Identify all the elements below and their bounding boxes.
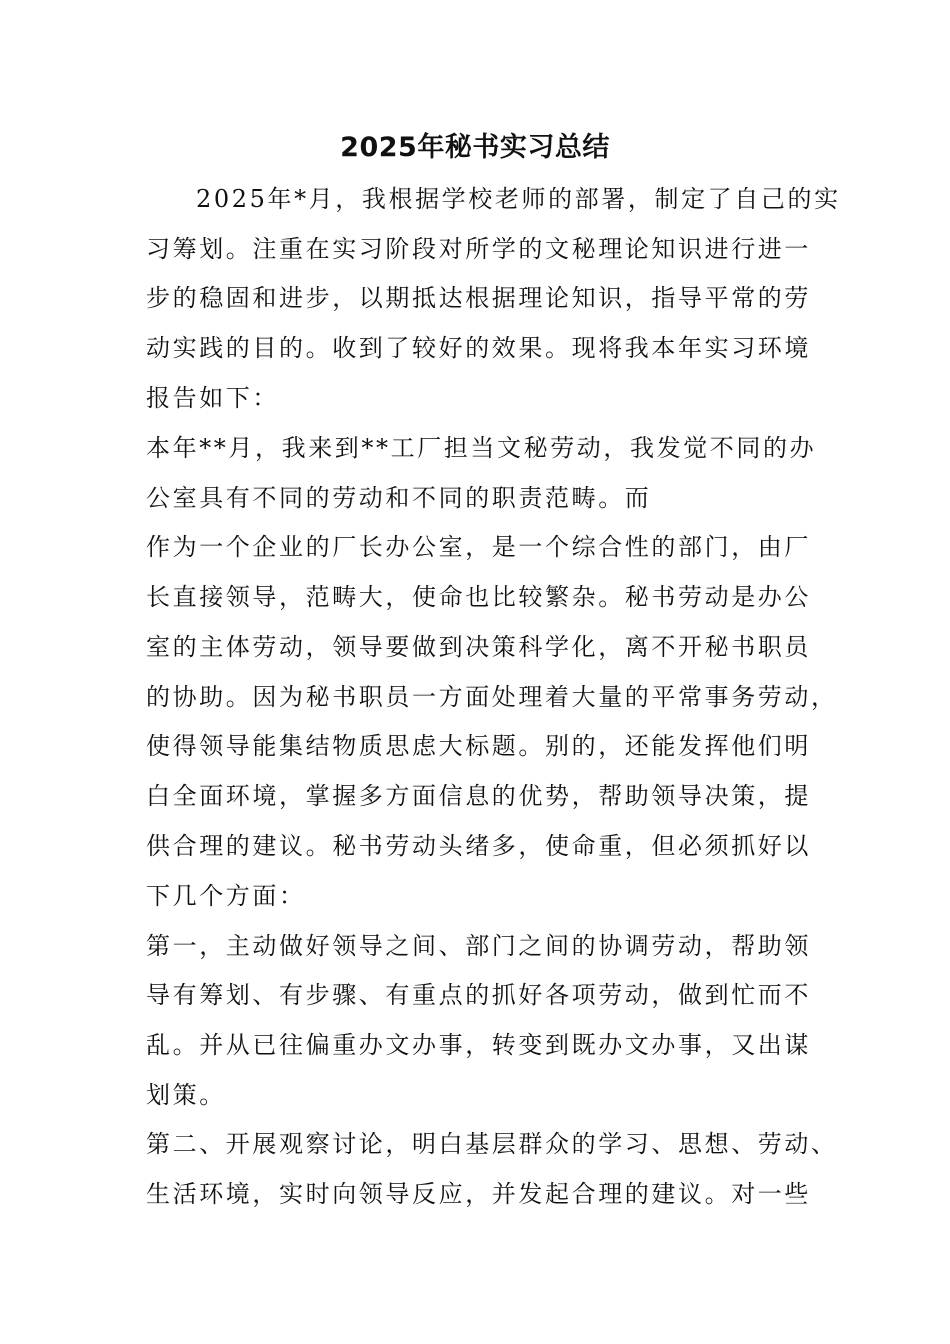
paragraph-line: 使得领导能集结物质思虑大标题。别的，还能发挥他们明 [146, 732, 811, 760]
paragraph-line: 本年**月，我来到**工厂担当文秘劳动，我发觉不同的办 [146, 434, 817, 462]
paragraph-line: 长直接领导，范畴大，使命也比较繁杂。秘书劳动是办公 [146, 583, 811, 611]
paragraph-line: 导有筹划、有步骤、有重点的抓好各项劳动，做到忙而不 [146, 981, 811, 1009]
document-title: 2025年秘书实习总结 [340, 132, 610, 163]
paragraph-line: 供合理的建议。秘书劳动头绪多，使命重，但必须抓好以 [146, 832, 811, 860]
paragraph-line: 2025年*月，我根据学校老师的部署，制定了自己的实 [196, 185, 841, 213]
paragraph-line: 的协助。因为秘书职员一方面处理着大量的平常事务劳动， [146, 683, 838, 711]
paragraph-line: 划策。 [146, 1081, 226, 1109]
paragraph-line: 白全面环境，掌握多方面信息的优势，帮助领导决策，提 [146, 782, 811, 810]
paragraph-line: 下几个方面： [146, 882, 306, 910]
paragraph-line: 步的稳固和进步，以期抵达根据理论知识，指导平常的劳 [146, 284, 811, 312]
paragraph-line: 第二、开展观察讨论，明白基层群众的学习、思想、劳动、 [146, 1130, 838, 1158]
paragraph-line: 室的主体劳动，领导要做到决策科学化，离不开秘书职员 [146, 633, 811, 661]
paragraph-line: 报告如下： [146, 384, 279, 412]
paragraph-line: 公室具有不同的劳动和不同的职责范畴。而 [146, 484, 652, 512]
paragraph-line: 乱。并从已往偏重办文办事，转变到既办文办事，又出谋 [146, 1031, 811, 1059]
paragraph-line: 生活环境，实时向领导反应，并发起合理的建议。对一些 [146, 1180, 811, 1208]
paragraph-line: 第一，主动做好领导之间、部门之间的协调劳动，帮助领 [146, 932, 811, 960]
paragraph-line: 习筹划。注重在实习阶段对所学的文秘理论知识进行进一 [146, 235, 811, 263]
paragraph-line: 作为一个企业的厂长办公室，是一个综合性的部门，由厂 [146, 533, 811, 561]
paragraph-line: 动实践的目的。收到了较好的效果。现将我本年实习环境 [146, 334, 811, 362]
